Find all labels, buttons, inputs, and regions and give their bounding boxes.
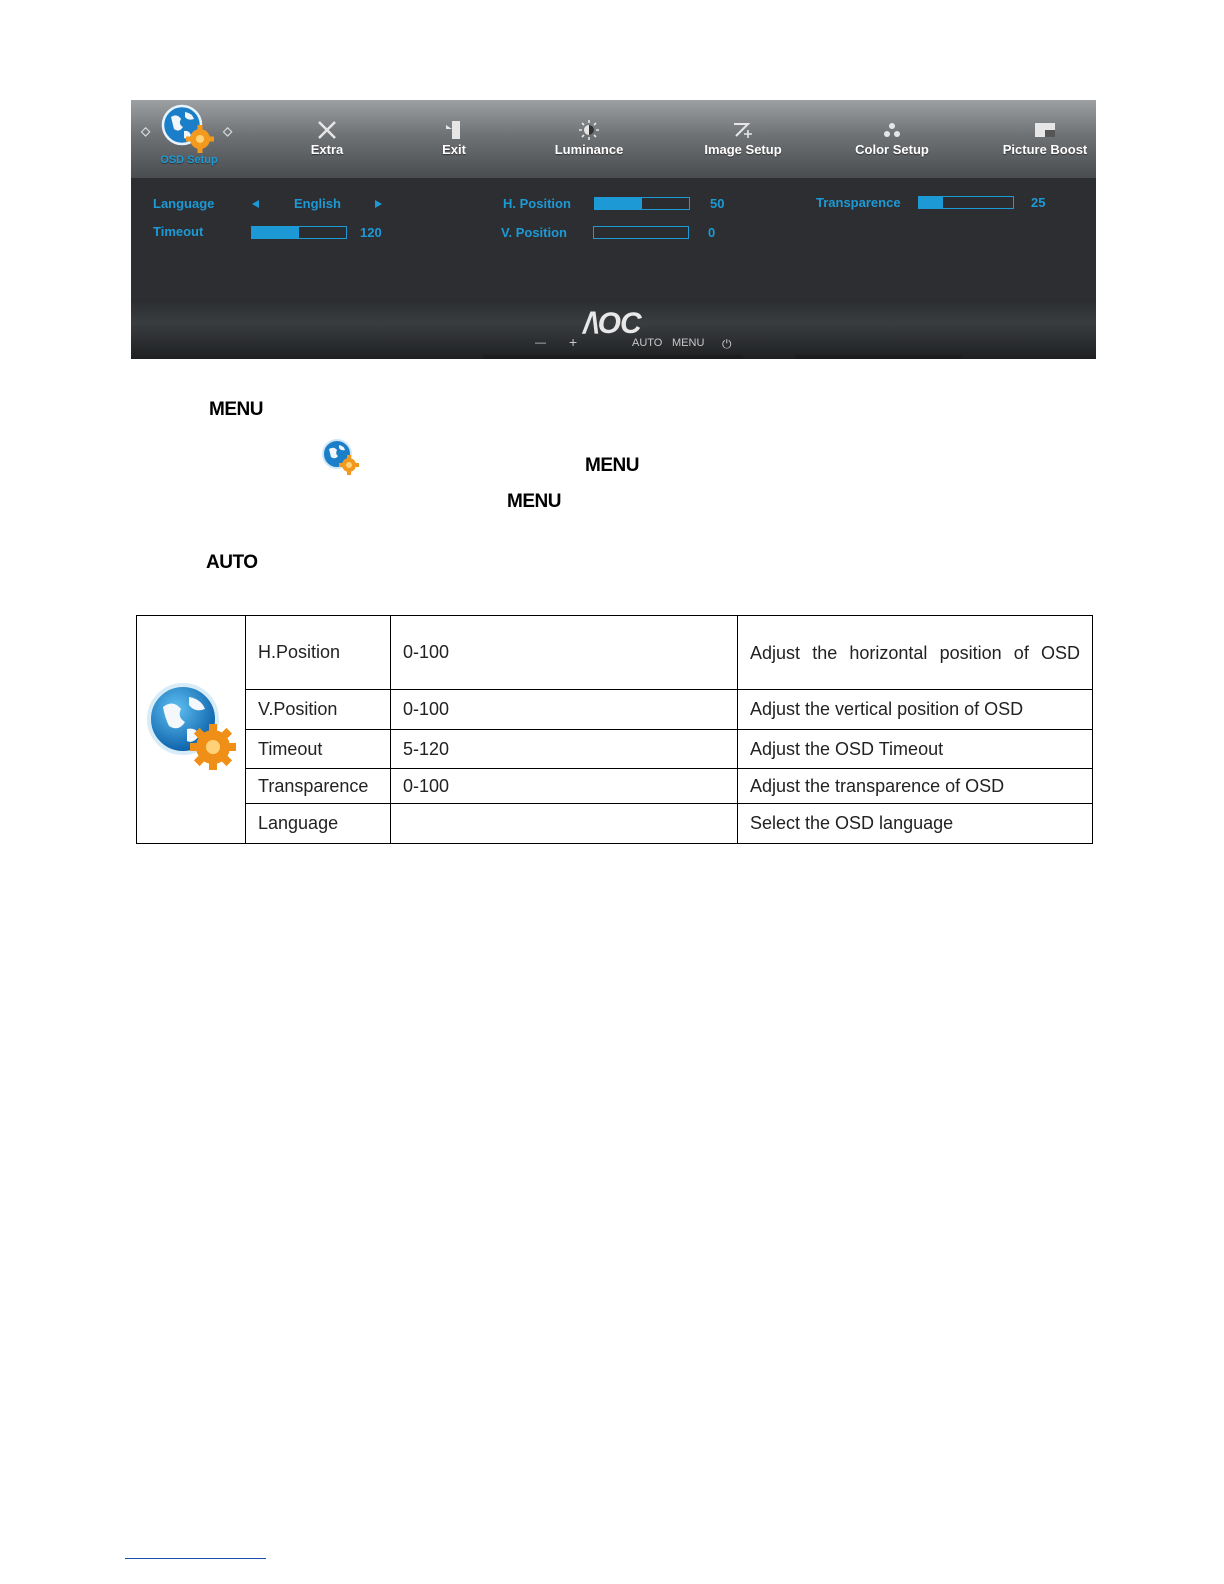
language-label: Language bbox=[153, 196, 215, 211]
table-cell-item: Transparence bbox=[246, 769, 391, 804]
menu-key-text: MENU bbox=[507, 491, 561, 512]
osd-settings-panel bbox=[131, 178, 1096, 299]
table-cell-description: Adjust the horizontal position of OSD bbox=[738, 616, 1093, 690]
osd-setup-globe-gear-icon bbox=[143, 679, 239, 775]
table-cell-range bbox=[391, 804, 738, 844]
menu-key-text: MENU bbox=[209, 399, 263, 420]
transparence-slider[interactable] bbox=[918, 196, 1014, 209]
tab-label: OSD Setup bbox=[160, 154, 218, 166]
language-value: English bbox=[294, 196, 341, 211]
tab-image-setup[interactable] bbox=[697, 100, 789, 178]
auto-button[interactable]: AUTO bbox=[632, 337, 663, 349]
plus-button[interactable]: + bbox=[569, 334, 578, 350]
v-position-value: 0 bbox=[708, 225, 716, 240]
osd-setup-table bbox=[136, 615, 1093, 844]
h-position-value: 50 bbox=[710, 196, 725, 211]
left-arrow-icon: ◇ bbox=[141, 124, 151, 138]
minus-button[interactable]: — bbox=[535, 337, 546, 349]
menu-key-text: MENU bbox=[585, 455, 639, 476]
table-cell-item: H.Position bbox=[246, 616, 391, 690]
osd-setup-icon-cell bbox=[137, 616, 246, 844]
tab-label: Exit bbox=[442, 142, 466, 157]
language-prev-arrow-icon[interactable] bbox=[252, 200, 259, 208]
tab-label: Image Setup bbox=[704, 142, 782, 157]
tab-label: Extra bbox=[310, 142, 344, 157]
table-row bbox=[137, 730, 1093, 769]
language-next-arrow-icon[interactable] bbox=[375, 200, 382, 208]
image-setup-icon bbox=[732, 120, 754, 140]
tab-color-setup[interactable] bbox=[849, 100, 935, 178]
extra-tools-icon bbox=[316, 120, 338, 140]
table-cell-description: Adjust the vertical position of OSD bbox=[738, 690, 1093, 730]
osd-setup-globe-gear-icon bbox=[157, 103, 217, 155]
table-cell-range: 0-100 bbox=[391, 616, 738, 690]
osd-setup-globe-gear-icon bbox=[320, 439, 360, 475]
table-cell-item: Language bbox=[246, 804, 391, 844]
tab-luminance[interactable] bbox=[549, 100, 629, 178]
table-row bbox=[137, 616, 1093, 690]
monitor-bezel bbox=[131, 299, 1096, 359]
tab-picture-boost[interactable] bbox=[999, 100, 1091, 178]
auto-key-text: AUTO bbox=[206, 552, 258, 573]
h-position-slider-fill bbox=[595, 198, 642, 209]
power-button-icon[interactable]: ⏻ bbox=[722, 337, 732, 351]
timeout-label: Timeout bbox=[153, 224, 204, 239]
table-cell-range: 5-120 bbox=[391, 730, 738, 769]
tab-label: Picture Boost bbox=[1002, 142, 1088, 157]
v-position-slider[interactable] bbox=[593, 226, 689, 239]
table-cell-item: V.Position bbox=[246, 690, 391, 730]
tab-exit[interactable] bbox=[431, 100, 477, 178]
timeout-value: 120 bbox=[360, 225, 382, 240]
tab-label: Luminance bbox=[554, 142, 624, 157]
bezel-stand-edge bbox=[483, 355, 743, 359]
table-cell-description: Adjust the transparence of OSD bbox=[738, 769, 1093, 804]
menu-button[interactable]: MENU bbox=[672, 337, 705, 349]
luminance-sun-icon bbox=[578, 120, 600, 140]
osd-tab-bar bbox=[131, 100, 1096, 178]
table-row bbox=[137, 769, 1093, 804]
table-cell-range: 0-100 bbox=[391, 690, 738, 730]
tab-label: Color Setup bbox=[855, 142, 929, 157]
footnote-rule bbox=[125, 1558, 266, 1559]
timeout-slider[interactable] bbox=[251, 226, 347, 239]
timeout-slider-fill bbox=[252, 227, 299, 238]
picture-boost-icon bbox=[1034, 120, 1056, 140]
transparence-label: Transparence bbox=[816, 195, 901, 210]
right-arrow-icon: ◇ bbox=[223, 124, 233, 138]
tab-osd-setup[interactable] bbox=[139, 100, 233, 178]
table-row bbox=[137, 804, 1093, 844]
table-cell-description: Adjust the OSD Timeout bbox=[738, 730, 1093, 769]
osd-menu-screenshot bbox=[131, 100, 1096, 359]
table-cell-description: Select the OSD language bbox=[738, 804, 1093, 844]
bezel-stand-edge bbox=[795, 355, 961, 359]
table-cell-item: Timeout bbox=[246, 730, 391, 769]
tab-extra[interactable] bbox=[297, 100, 357, 178]
table-cell-range: 0-100 bbox=[391, 769, 738, 804]
transparence-slider-fill bbox=[919, 197, 943, 208]
color-setup-icon bbox=[881, 120, 903, 140]
exit-door-icon bbox=[443, 120, 465, 140]
table-row bbox=[137, 690, 1093, 730]
aoc-logo: /\OC bbox=[583, 307, 641, 340]
v-position-label: V. Position bbox=[501, 225, 567, 240]
h-position-slider[interactable] bbox=[594, 197, 690, 210]
h-position-label: H. Position bbox=[503, 196, 571, 211]
transparence-value: 25 bbox=[1031, 195, 1046, 210]
